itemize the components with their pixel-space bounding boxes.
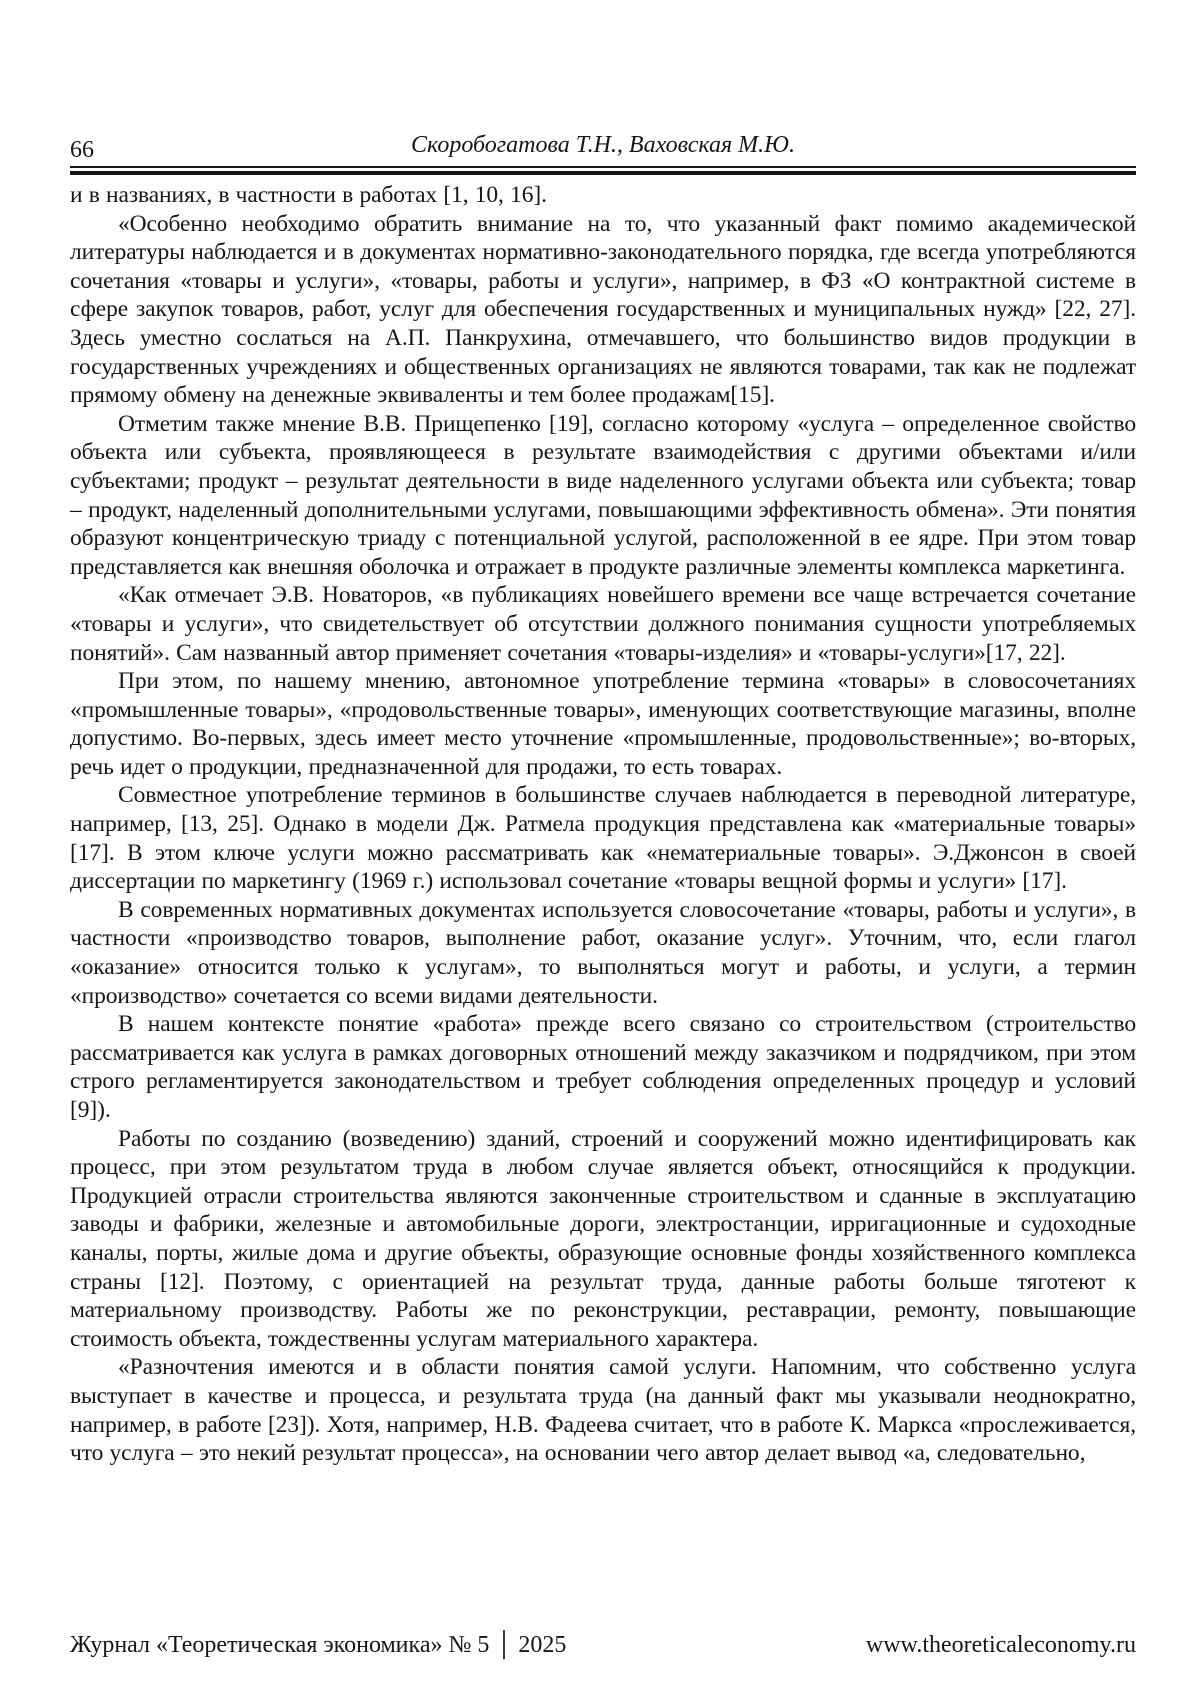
body-paragraph: Совместное употребление терминов в большинстве случаев наблюдается в переводной литературе, например, [13, 25]. Однако в модели Дж. Ратмела продукция представлена как «материальные товары» [17]. В этом ключе услуги можно рассматривать как «нематериальные товары». Э.Джонсон в своей диссертации по маркетингу (1969 г.) использовал сочетание «товары вещной формы и услуги» [17]. — [70, 782, 1136, 895]
footer-journal-title: Журнал «Теоретическая экономика» № 5 │ 2025 — [70, 1632, 567, 1658]
footer-site-url: www.theoreticaleconomy.ru — [865, 1632, 1136, 1658]
body-paragraph: «Как отмечает Э.В. Новаторов, «в публикациях новейшего времени все чаще встречается сочетание «товары и услуги», что свидетельствует об отсутствии должного понимания сущности употребляемых понятий». Сам названный автор применяет сочетания «товары-изделия» и «товары-услуги»[17, 22]. — [70, 582, 1136, 666]
page-number: 66 — [70, 137, 94, 163]
running-header — [70, 128, 1136, 175]
body-paragraph: При этом, по нашему мнению, автономное употребление термина «товары» в словосочетаниях «промышленные товары», «продовольственные товары», именующих соответствующие магазины, вполне допустимо. Во-первых, здесь имеет место уточнение «промышленные, продовольственные»; во-вторых, речь идет о продукции, предназначенной для продажи, то есть товарах. — [70, 668, 1136, 780]
article-body — [70, 181, 1136, 1468]
running-head-authors: Скоробогатова Т.Н., Ваховская М.Ю. — [411, 132, 795, 158]
body-paragraph: Работы по созданию (возведению) зданий, строений и сооружений можно идентифицировать как процесс, при этом результатом труда в любом случае является объект, относящийся к продукции. Продукцией отрасли строительства являются законченные строительством и сданные в эксплуатацию заводы и фабрики, железные и автомобильные дороги, электростанции, ирригационные и судоходные каналы, порты, жилые дома и другие объекты, образующие основные фонды хозяйственного комплекса страны [12]. Поэтому, с ориентацией на результат труда, данные работы больше тяготеют к материальному производству. Работы же по реконструкции, реставрации, ремонту, повышающие стоимость объекта, тождественны услугам материального характера. — [70, 1125, 1136, 1352]
page-footer — [70, 1630, 1136, 1660]
body-paragraph: и в названиях, в частности в работах [1, 10, 16]. — [70, 182, 547, 208]
body-paragraph: В нашем контексте понятие «работа» прежде всего связано со строительством (строительство рассматривается как услуга в рамках договорных отношений между заказчиком и подрядчиком, при этом строго регламентируется законодательством и требует соблюдения определенных процедур и условий [9]). — [70, 1011, 1136, 1123]
body-paragraph: Отметим также мнение В.В. Прищепенко [19], согласно которому «услуга – определенное свойство объекта или субъекта, проявляющееся в результате взаимодействия с другими объектами и/или субъектами; продукт – результат деятельности в виде наделенного услугами объекта или субъекта; товар – продукт, наделенный дополнительными услугами, повышающими эффективность обмена». Эти понятия образуют концентрическую триаду с потенциальной услугой, расположенной в ее ядре. При этом товар представляется как внешняя оболочка и отражает в продукте различные элементы комплекса маркетинга. — [70, 410, 1136, 580]
body-paragraph: «Особенно необходимо обратить внимание на то, что указанный факт помимо академической литературы наблюдается и в документах нормативно-законодательного порядка, где всегда употребляются сочетания «товары и услуги», «товары, работы и услуги», например, в ФЗ «О контрактной системе в сфере закупок товаров, работ, услуг для обеспечения государственных и муниципальных нужд» [22, 27]. Здесь уместно сослаться на А.П. Панкрухина, отмечавшего, что большинство видов продукции в государственных учреждениях и общественных организациях не являются товарами, так как не подлежат прямому обмену на денежные эквиваленты и тем более продажам[15]. — [70, 210, 1136, 409]
header-rule — [70, 166, 1136, 175]
body-paragraph: В современных нормативных документах используется словосочетание «товары, работы и услуги», в частности «производство товаров, выполнение работ, оказание услуг». Уточним, что, если глагол «оказание» относится только к услугам», то выполняться могут и работы, и услуги, а термин «производство» сочетается со всеми видами деятельности. — [70, 896, 1136, 1009]
body-paragraph: «Разночтения имеются и в области понятия самой услуги. Напомним, что собственно услуга выступает в качестве и процесса, и результата труда (на данный факт мы указывали неоднократно, например, в работе [23]). Хотя, например, Н.В. Фадеева считает, что в работе К. Маркса «прослеживается, что услуга – это некий результат процесса», на основании чего автор делает вывод «а, следовательно, — [70, 1354, 1136, 1467]
